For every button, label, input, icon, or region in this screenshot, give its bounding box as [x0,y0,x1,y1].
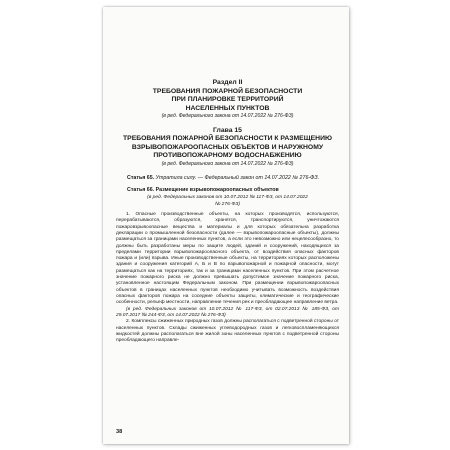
chapter-label: Глава 15 [213,126,242,134]
page-number: 38 [116,429,123,435]
chapter-header [116,127,339,168]
section-header [116,79,339,120]
article-65 [116,175,339,182]
article-65-text: Утратила силу. — Федеральный закон от 14.07.2022 № 276-ФЗ. [154,175,320,182]
article-66-edition-line-1: (в ред. Федеральных законов от 10.07.2012 № 117-ФЗ, от 14.07.2022 [147,195,308,201]
article-66-paragraph-1: 1. Опасные производственные объекты, на которых производятся, используются, перерабатываются, образуются, хранятся, транспортируются, уничтожаются пожаровзрывоопасные вещества и материалы и для которых обязательна разработка декларации о промышленной безопасности (далее — взрывопожароопасные объекты), должны размещаться за границами населенных пунктов, а если это невозможно или нецелесообразно, то должны быть разработаны меры по защите людей, зданий и сооружений, находящихся за пределами территории взрывопожароопасного объекта, от воздействия опасных факторов пожара и (или) взрыва. Иные производственные объекты, на территориях которых расположены здания и сооружения категорий А, Б и В по взрывопожарной и пожарной опасности, могут размещаться как на территориях, так и за границами населенных пунктов. При этом расчетное значение пожарного риска не должно превышать допустимое значение пожарного риска, установленное настоящим Федеральным законом. При размещении взрывопожароопасных объектов в границах населенных пунктов необходимо учитывать возможность воздействия опасных факторов пожара на соседние объекты защиты, климатические и географические особенности, рельеф местности, направление течения рек и преобладающее направление ветра. [116,211,339,306]
section-label: Раздел II [212,79,243,86]
article-66-edition-line-2: № 276-ФЗ) [215,201,240,207]
article-66-paragraph-1-edition: (в ред. Федеральных законов от 10.07.2012 № 117-ФЗ, от 02.07.2013 № 185-ФЗ, от 29.07.2017 № 244-ФЗ, от 14.07.2022 № 276-ФЗ) [116,306,339,318]
chapter-title-line-1: ТРЕБОВАНИЯ ПОЖАРНОЙ БЕЗОПАСНОСТИ К РАЗМЕЩЕНИЮ [123,135,332,143]
article-66-heading: Статья 66. Размещение взрывопожароопасных объектов [127,187,279,194]
section-title-line-2: ПРИ ПЛАНИРОВКЕ ТЕРРИТОРИЙ [171,96,284,104]
chapter-title-line-2: ВЗРЫВОПОЖАРООПАСНЫХ ОБЪЕКТОВ И НАРУЖНОМУ [131,143,324,151]
section-edition-note: (в ред. Федерального закона от 14.07.2022 № 276-ФЗ) [161,113,294,120]
article-66-paragraph-2: 2. Комплексы сжиженных природных газов должны располагаться с подветренной стороны от населенных пунктов. Склады сжиженных углеводородных газов и легковоспламеняющихся жидкостей должны располагаться вне жилой зоны населенных пунктов с подветренной стороны преобладающего направле- [116,319,339,344]
section-title-line-3: НАСЕЛЕННЫХ ПУНКТОВ [185,104,270,112]
article-65-label: Статья 65. [127,175,155,182]
chapter-edition-note: (в ред. Федерального закона от 14.07.2022 № 276-ФЗ) [161,160,294,167]
article-66-body [116,212,339,345]
article-66-edition-note [116,195,339,208]
chapter-title-line-3: ПРОТИВОПОЖАРНОМУ ВОДОСНАБЖЕНИЮ [153,152,302,160]
section-title-line-1: ТРЕБОВАНИЯ ПОЖАРНОЙ БЕЗОПАСНОСТИ [152,87,303,95]
book-page [103,7,349,444]
